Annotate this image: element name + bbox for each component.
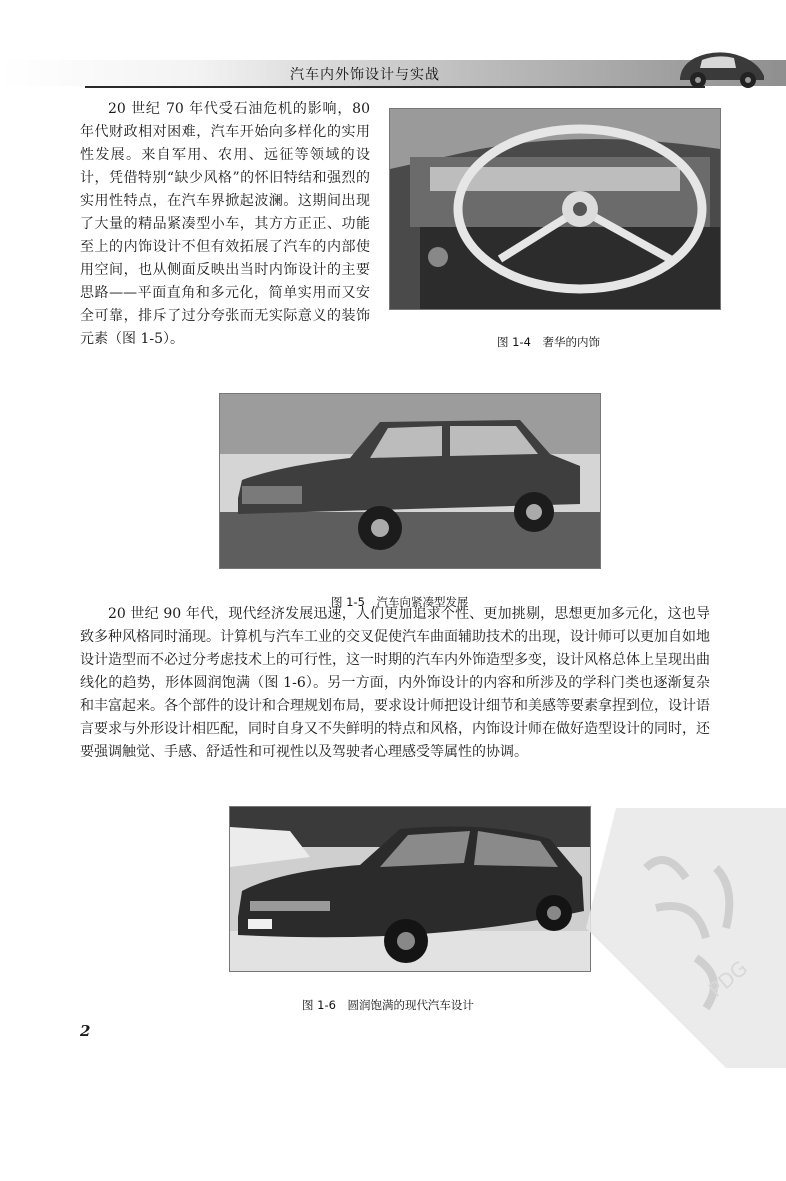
running-header-title: 汽车内外饰设计与实战 [290, 67, 440, 83]
figure-1-4-caption: 图 1-4 奢华的内饰 [497, 335, 600, 349]
header-rule [85, 86, 705, 88]
paragraph-1990s: 20 世纪 90 年代，现代经济发展迅速，人们更加追求个性、更加挑剔，思想更加多元化，这也导致多种风格同时涌现。计算机与汽车工业的交叉促使汽车曲面辅助技术的出现，设计师可以更加自如地设计造型而不必过分考虑技术上的可行性，这一时期的汽车内外饰造型多变，设计风格总体上呈现出曲线化的趋势，形体圆润饱满（图 1-6）。另一方面，内外饰设计的内容和所涉及的学科门类也逐渐复杂和丰富起来。各个部件的设计和合理规划布局，要求设计师把设计细节和美感等要素拿捏到位，设计语言要求与外形设计相匹配，同时自身又不失鲜明的特点和风格，内饰设计师在做好造型设计的同时，还要强调触觉、手感、舒适性和可视性以及驾驶者心理感受等属性的协调。 [80, 606, 710, 760]
page-number: 2 [80, 1022, 91, 1040]
library-stamp-watermark [586, 808, 786, 1068]
figure-1-6-caption: 图 1-6 圆润饱满的现代汽车设计 [302, 998, 474, 1012]
figure-luxury-interior [389, 108, 721, 310]
paragraph-1980s: 20 世纪 70 年代受石油危机的影响，80 年代财政相对困难，汽车开始向多样化的实用性发展。来自军用、农用、远征等领域的设计，凭借特别“缺少风格”的怀旧特结和强烈的实用性特点，在汽车界掀起波澜。这期间出现了大量的精品紧凑型小车，其方方正正、功能至上的内饰设计不但有效拓展了汽车的内部使用空间，也从侧面反映出当时内饰设计的主要思路——平面直角和多元化，简单实用而又安全可靠，排斥了过分夸张而无实际意义的装饰元素（图 1-5）。 [80, 101, 370, 347]
figure-compact-car [219, 393, 601, 569]
figure-1-5-caption: 图 1-5 汽车向紧凑型发展 [331, 595, 469, 609]
beetle-car-icon [672, 46, 772, 90]
figure-rounded-car [229, 806, 591, 972]
svg-text:PDG: PDG [703, 955, 753, 1002]
